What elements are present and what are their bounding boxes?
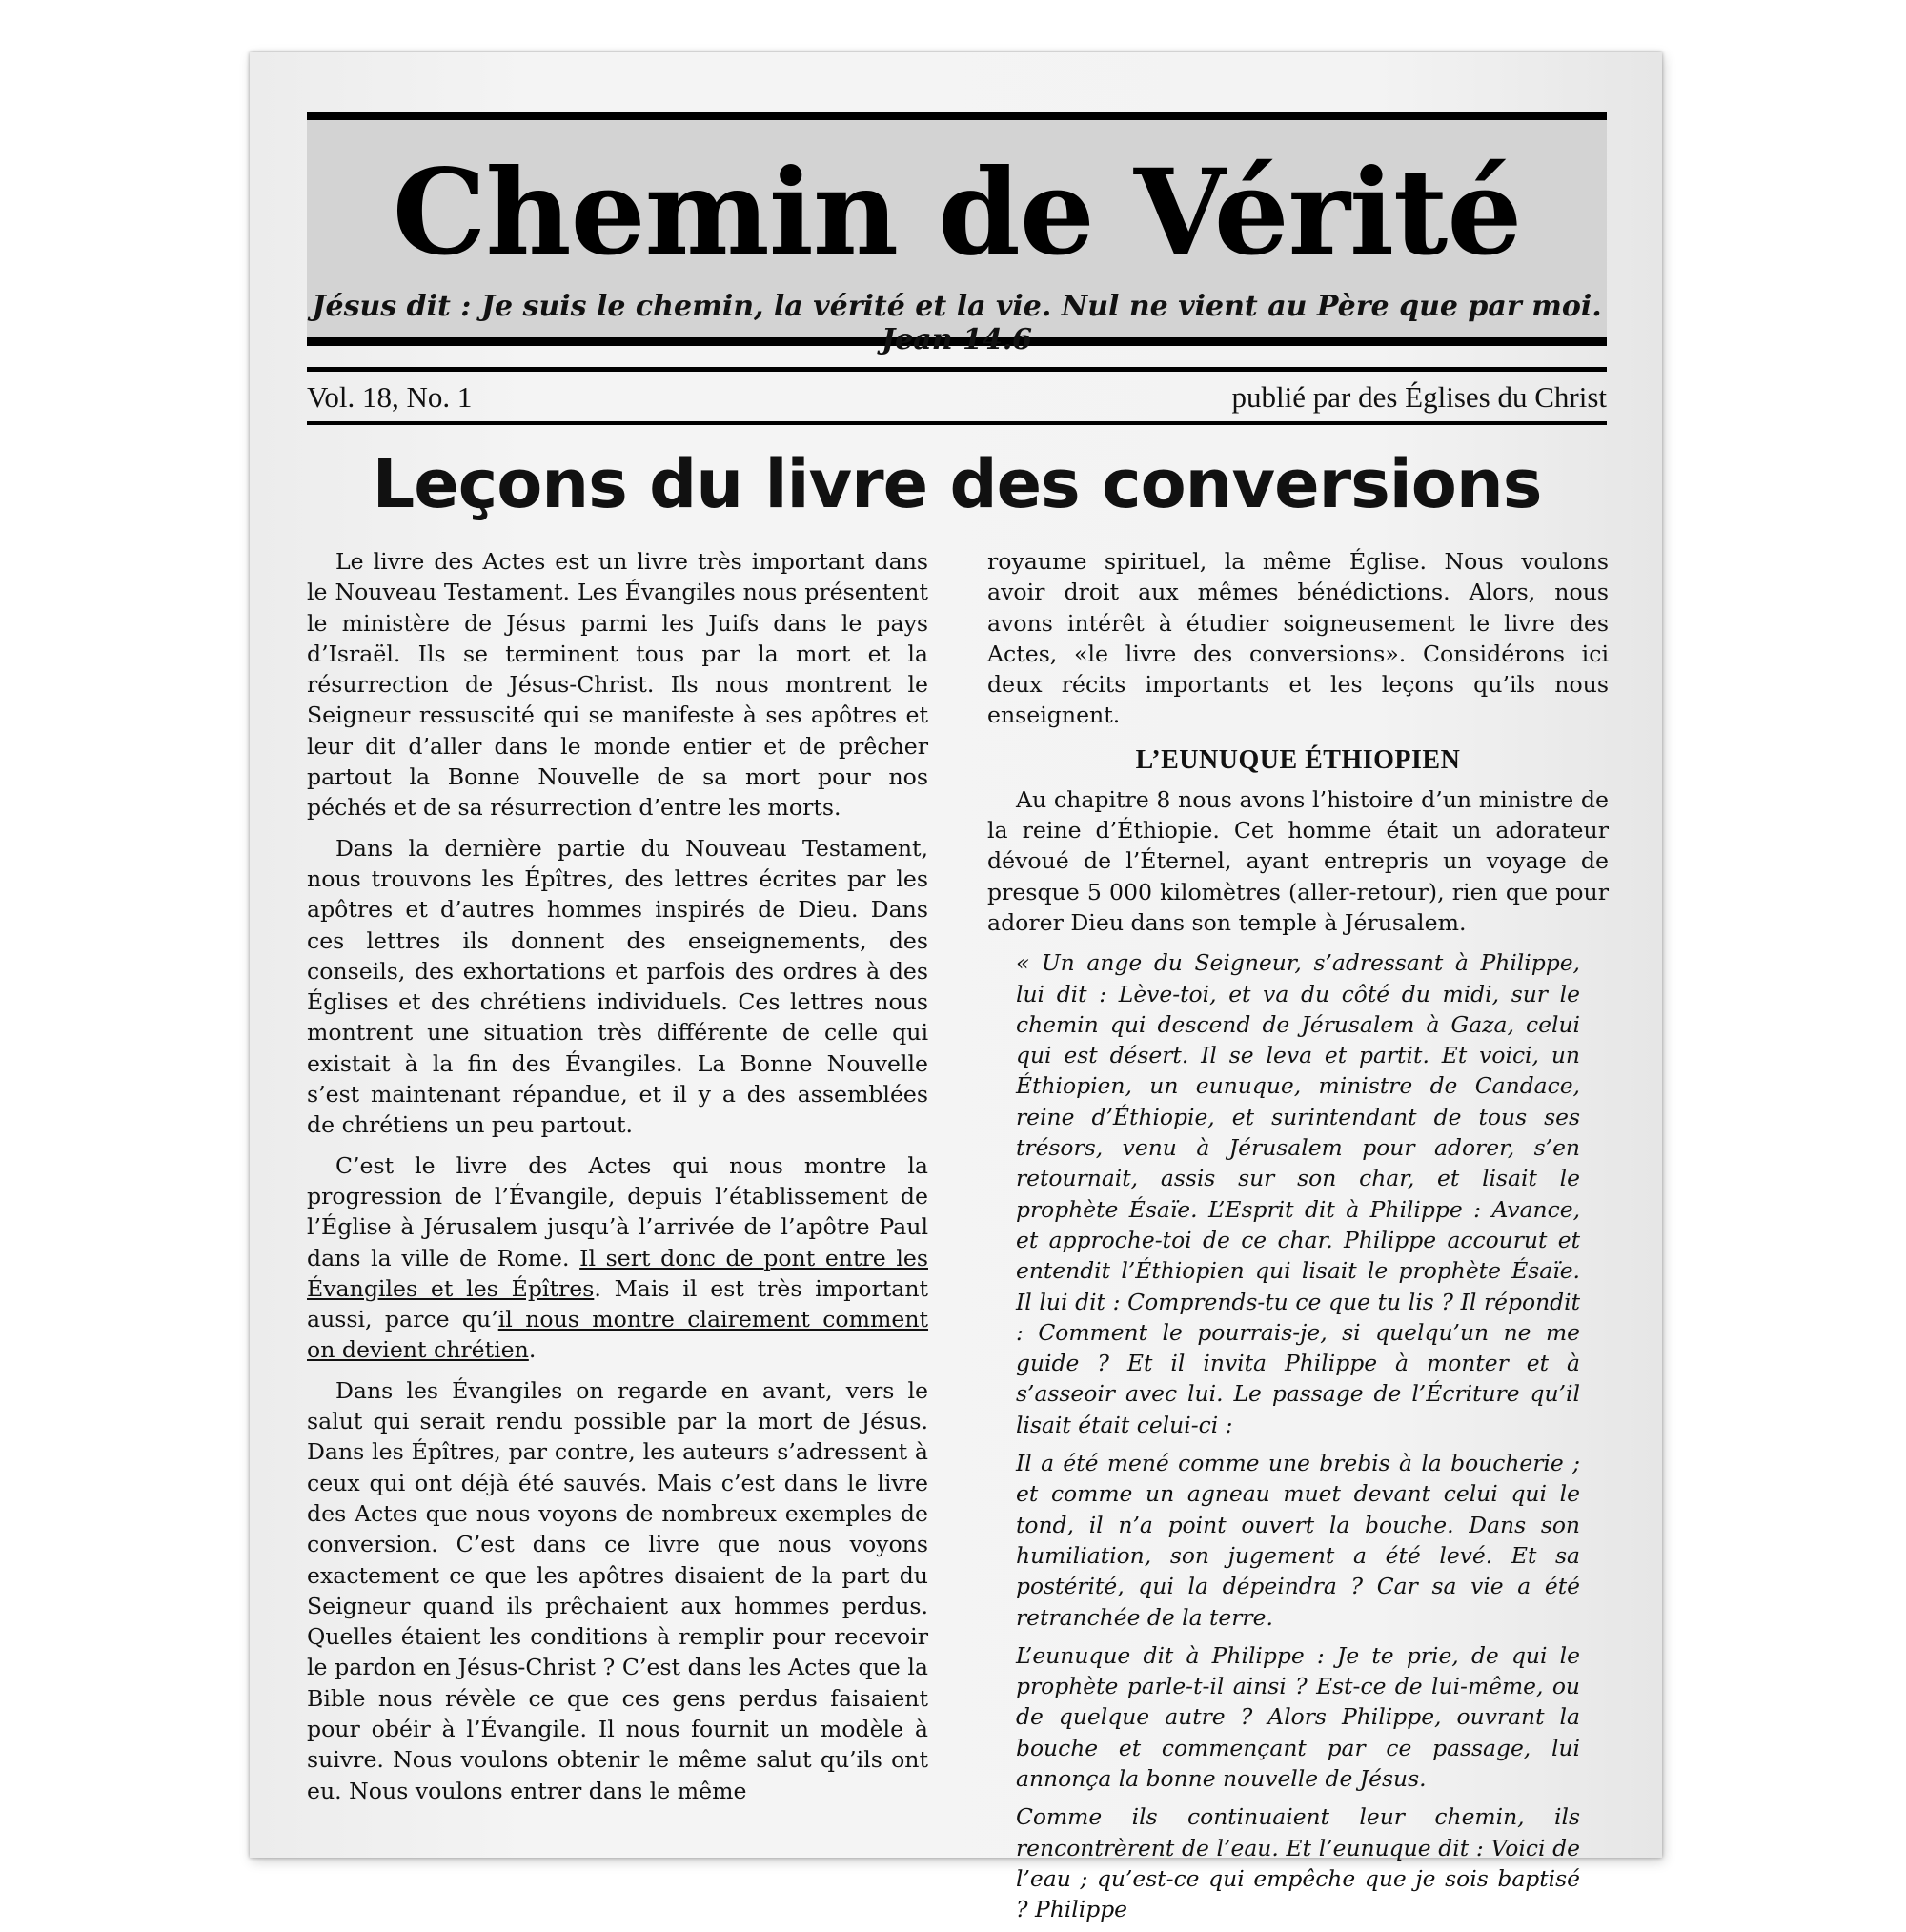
article-headline: Leçons du livre des conversions bbox=[372, 445, 1542, 523]
article-column-right bbox=[987, 546, 1609, 1932]
newsletter-page bbox=[250, 52, 1662, 1923]
text-run: . bbox=[528, 1336, 537, 1364]
underlined-text: Il sert donc de pont entre les Évangiles et les Épîtres bbox=[307, 1244, 928, 1302]
quote-paragraph: L’eunuque dit à Philippe : Je te prie, de qui le prophète parle-t-il ainsi ? Est-ce de lui-même, ou de quelque autre ? Alors Philippe, ouvrant la bouche et commençant par ce passage, lui annonça la bonne nouvelle de Jésus. bbox=[1016, 1641, 1580, 1792]
divider-rule bbox=[307, 421, 1607, 425]
scripture-quote bbox=[987, 947, 1609, 1924]
quote-paragraph: « Un ange du Seigneur, s’adressant à Philippe, lui dit : Lève-toi, et va du côté du midi, sur le chemin qui descend de Jérusalem à Gaza, celui qui est désert. Il se leva et partit. Et voici, un Éthiopien, un eunuque, ministre de Candace, reine d’Éthiopie, et surintendant de tous ses trésors, venu à Jérusalem pour adorer, s’en retournait, assis sur son char, et lisait le prophète Ésaïe. L’Esprit dit à Philippe : Avance, et approche-toi de ce char. Philippe accourut et entendit l’Éthiopien qui lisait le prophète Ésaïe. Il lui dit : Comprends-tu ce que tu lis ? Il répondit : Comment le pourrais-je, si quelqu’un ne me guide ? Et il invita Philippe à monter et à s’asseoir avec lui. Le passage de l’Écriture qu’il lisait était celui-ci : bbox=[1016, 949, 1580, 1438]
masthead-quote: Jésus dit : Je suis le chemin, la vérité et la vie. Nul ne vient au Père que par moi. Jean 14.6 bbox=[312, 290, 1602, 356]
quote-paragraph: Il a été mené comme une brebis à la boucherie ; et comme un agneau muet devant celui qui le tond, il n’a point ouvert la bouche. Dans son humiliation, son jugement a été levé. Et sa postérité, qui la dépeindra ? Car sa vie a été retranchée de la terre. bbox=[1016, 1450, 1580, 1631]
section-heading: L’EUNUQUE ÉTHIOPIEN bbox=[1135, 744, 1461, 775]
underlined-text: il nous montre clairement comment on devient chrétien bbox=[307, 1306, 929, 1364]
paragraph: royaume spirituel, la même Église. Nous voulons avoir droit aux mêmes bénédictions. Alors, nous avons intérêt à étudier soigneusement le livre des Actes, «le livre des conversions». Considérons ici deux récits importants et les leçons qu’ils nous enseignent. bbox=[987, 548, 1609, 729]
publisher-line: publié par des Églises du Christ bbox=[1231, 380, 1607, 414]
volume-number: Vol. 18, No. 1 bbox=[307, 380, 473, 414]
newsletter-title: Chemin de Vérité bbox=[392, 144, 1522, 282]
paragraph bbox=[307, 1150, 928, 1366]
paragraph: Dans les Évangiles on regarde en avant, vers le salut qui serait rendu possible par la mort de Jésus. Dans les Épîtres, par contre, les auteurs s’adressent à ceux qui ont déjà été sauvés. Mais c’est dans le livre des Actes que nous voyons de nombreux exemples de conversion. C’est dans ce livre que nous voyons exactement ce que les apôtres disaient de la part du Seigneur quand ils prêchaient aux hommes perdus. Quelles étaient les conditions à remplir pour recevoir le pardon en Jésus-Christ ? C’est dans les Actes que la Bible nous révèle ce que ces gens perdus faisaient pour obéir à l’Évangile. Il nous fournit un modèle à suivre. Nous voulons obtenir le même salut qu’ils ont eu. Nous voulons entrer dans le même bbox=[307, 1376, 928, 1804]
quote-paragraph: Comme ils continuaient leur chemin, ils rencontrèrent de l’eau. Et l’eunuque dit : Voici de l’eau ; qu’est-ce qui empêche que je sois baptisé ? Philippe bbox=[1016, 1803, 1580, 1923]
paragraph: Le livre des Actes est un livre très important dans le Nouveau Testament. Les Évangiles nous présentent le ministère de Jésus parmi les Juifs dans le pays d’Israël. Ils se terminent tous par la mort et la résurrection de Jésus-Christ. Ils nous montrent le Seigneur ressuscité qui se manifeste à ses apôtres et leur dit d’aller dans le monde entier et de prêcher partout la Bonne Nouvelle de sa mort pour nos péchés et de sa résurrection d’entre les morts. bbox=[307, 548, 928, 822]
text-run: C’est le livre des Actes qui nous montre la progression de l’Évangile, depuis l’établissement de l’Église à Jérusalem jusqu’à l’arrivée de l’apôtre Paul dans la ville de Rome. bbox=[307, 1151, 928, 1271]
article-column-left bbox=[307, 546, 928, 1816]
divider-rule bbox=[307, 367, 1607, 372]
paragraph: Au chapitre 8 nous avons l’histoire d’un ministre de la reine d’Éthiopie. Cet homme était un adorateur dévoué de l’Éternel, ayant entrepris un voyage de presque 5 000 kilomètres (aller-retour), rien que pour adorer Dieu dans son temple à Jérusalem. bbox=[987, 785, 1609, 936]
paragraph: Dans la dernière partie du Nouveau Testament, nous trouvons les Épîtres, des lettres écrites par les apôtres et d’autres hommes inspirés de Dieu. Dans ces lettres ils donnent des enseignements, des conseils, des exhortations et parfois des ordres à des Églises et des chrétiens individuels. Ces lettres nous montrent une situation très différente de celle qui existait à la fin des Évangiles. La Bonne Nouvelle s’est maintenant répandue, et il y a des assemblées de chrétiens un peu partout. bbox=[307, 834, 928, 1139]
text-run: . Mais il est très important aussi, parce qu’ bbox=[307, 1274, 928, 1333]
masthead bbox=[307, 112, 1607, 356]
